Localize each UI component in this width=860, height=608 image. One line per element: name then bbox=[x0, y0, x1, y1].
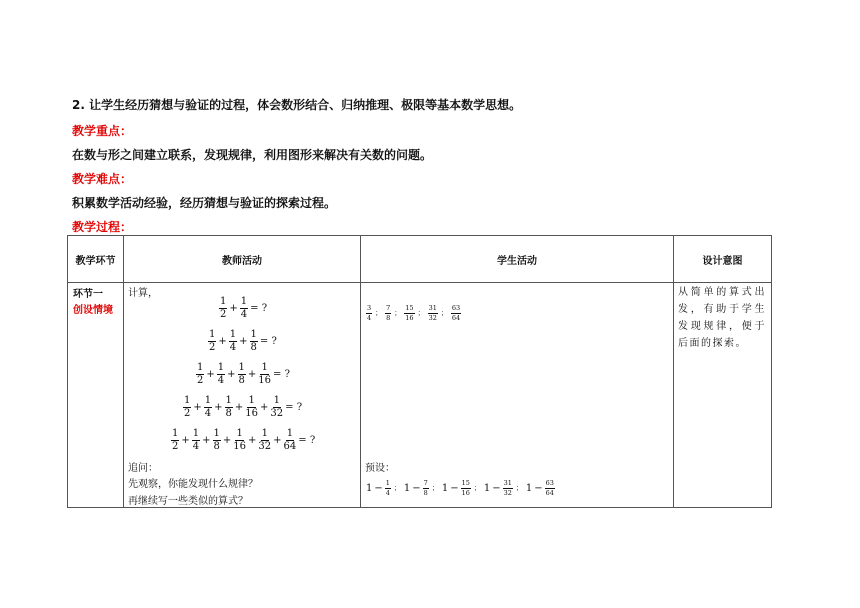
equation-3 bbox=[195, 363, 291, 386]
separator: ； bbox=[473, 484, 481, 492]
fraction: $\frac{1}{2}$ bbox=[209, 329, 216, 353]
follow-up-label: 追问： bbox=[128, 463, 158, 474]
difficulty-heading: 教学难点： bbox=[72, 172, 133, 186]
fraction: $\frac{1}{4}$ bbox=[204, 395, 212, 419]
header-intent: 设计意图 bbox=[674, 236, 772, 283]
plus-sign: + bbox=[218, 336, 227, 347]
equals-question: = ? bbox=[285, 402, 303, 413]
separator: ； bbox=[515, 484, 523, 492]
separator: ； bbox=[431, 484, 439, 492]
plus-sign: + bbox=[234, 402, 244, 413]
plus-sign: + bbox=[248, 435, 257, 446]
teacher-intro: 计算， bbox=[128, 288, 158, 299]
answer-fraction: $\frac{31}{32}$ bbox=[428, 304, 437, 322]
separator: ； bbox=[394, 309, 402, 317]
answer-fraction: $\frac{3}{4}$ bbox=[367, 304, 372, 322]
one: 1 bbox=[366, 482, 373, 494]
question-1: 先观察，你能发现什么规律？ bbox=[128, 479, 258, 490]
fraction: $\frac{1}{2}$ bbox=[197, 362, 204, 386]
plus-sign: + bbox=[227, 369, 236, 380]
fraction: $\frac{1}{16}$ bbox=[245, 395, 259, 419]
plus-sign: + bbox=[229, 303, 238, 314]
fraction: $\frac{1}{8}$ bbox=[225, 395, 232, 419]
fraction: $\frac{1}{4}$ bbox=[192, 428, 200, 452]
plus-sign: + bbox=[239, 336, 248, 347]
minus-sign: − bbox=[492, 482, 501, 494]
separator: ； bbox=[440, 309, 448, 317]
fraction: $\frac{1}{2}$ bbox=[184, 395, 191, 419]
student-preset bbox=[365, 480, 556, 496]
fraction: $\frac{1}{2}$ bbox=[172, 428, 179, 452]
equation-2 bbox=[207, 330, 278, 353]
fraction: $\frac{1}{4}$ bbox=[240, 296, 248, 320]
difficulty-text: 积累数学活动经验，经历猜想与验证的探索过程。 bbox=[72, 196, 337, 210]
plus-sign: + bbox=[222, 435, 232, 446]
minus-sign: − bbox=[412, 482, 421, 494]
plus-sign: + bbox=[206, 369, 215, 380]
equation-4 bbox=[182, 396, 303, 419]
objective-text: 2. 让学生经历猜想与验证的过程，体会数形结合、归纳推理、极限等基本数学思想。 bbox=[72, 98, 522, 112]
plus-sign: + bbox=[273, 435, 282, 446]
one: 1 bbox=[525, 482, 533, 494]
key-point-heading: 教学重点： bbox=[72, 124, 133, 138]
separator: ； bbox=[375, 309, 383, 317]
stage-label: 环节一 bbox=[73, 289, 103, 300]
table-row bbox=[68, 283, 772, 508]
answer-fraction: $\frac{63}{64}$ bbox=[451, 304, 461, 322]
separator: ； bbox=[393, 484, 401, 492]
answer-fraction: $\frac{15}{16}$ bbox=[405, 304, 414, 322]
stage-name: 创设情境 bbox=[73, 305, 113, 316]
equation-1 bbox=[218, 297, 268, 320]
preset-fraction: $\frac{31}{32}$ bbox=[503, 479, 512, 497]
preset-fraction: $\frac{7}{8}$ bbox=[423, 479, 428, 497]
teacher-cell bbox=[124, 283, 361, 508]
table-header-row bbox=[68, 236, 772, 283]
one: 1 bbox=[483, 482, 491, 494]
student-cell bbox=[361, 283, 674, 508]
student-answers bbox=[365, 305, 462, 321]
intent-text: 从简单的算式出发，有助于学生发现规律，便于后面的探索。 bbox=[678, 287, 766, 349]
stage-cell bbox=[68, 283, 124, 508]
header-student: 学生活动 bbox=[361, 236, 674, 283]
plus-sign: + bbox=[214, 402, 223, 413]
key-point-text: 在数与形之间建立联系，发现规律，利用图形来解决有关数的问题。 bbox=[72, 148, 433, 162]
fraction: $\frac{1}{16}$ bbox=[233, 428, 247, 452]
minus-sign: − bbox=[534, 482, 543, 494]
preset-fraction: $\frac{1}{4}$ bbox=[385, 479, 390, 497]
plus-sign: + bbox=[193, 402, 202, 413]
plus-sign: + bbox=[181, 435, 190, 446]
plus-sign: + bbox=[247, 369, 257, 380]
lesson-table bbox=[67, 235, 772, 508]
one: 1 bbox=[441, 482, 449, 494]
fraction: $\frac{1}{4}$ bbox=[229, 329, 237, 353]
equals-question: = ? bbox=[250, 303, 268, 314]
fraction: $\frac{1}{8}$ bbox=[250, 329, 257, 353]
fraction: $\frac{1}{8}$ bbox=[213, 428, 220, 452]
answer-fraction: $\frac{7}{8}$ bbox=[386, 304, 391, 322]
plus-sign: + bbox=[260, 402, 269, 413]
fraction: $\frac{1}{8}$ bbox=[238, 362, 245, 386]
equals-question: = ? bbox=[259, 336, 277, 347]
header-teacher: 教师活动 bbox=[124, 236, 361, 283]
separator: ； bbox=[417, 309, 425, 317]
minus-sign: − bbox=[374, 482, 383, 494]
minus-sign: − bbox=[450, 482, 459, 494]
equation-5 bbox=[170, 429, 316, 452]
fraction: $\frac{1}{4}$ bbox=[217, 362, 225, 386]
question-2: 再继续写一些类似的算式？ bbox=[128, 496, 248, 507]
equals-question: = ? bbox=[273, 369, 290, 380]
fraction: $\frac{1}{64}$ bbox=[283, 428, 297, 452]
header-stage: 教学环节 bbox=[68, 236, 124, 283]
intent-cell bbox=[674, 283, 772, 508]
preset-fraction: $\frac{63}{64}$ bbox=[545, 479, 554, 497]
preset-label: 预设： bbox=[365, 463, 395, 474]
fraction: $\frac{1}{32}$ bbox=[270, 395, 284, 419]
fraction: $\frac{1}{16}$ bbox=[258, 362, 272, 386]
fraction: $\frac{1}{2}$ bbox=[220, 296, 227, 320]
fraction: $\frac{1}{32}$ bbox=[258, 428, 272, 452]
preset-fraction: $\frac{15}{16}$ bbox=[461, 479, 470, 497]
process-heading: 教学过程： bbox=[72, 220, 133, 234]
one: 1 bbox=[403, 482, 411, 494]
equals-question: = ? bbox=[298, 435, 316, 446]
plus-sign: + bbox=[202, 435, 211, 446]
